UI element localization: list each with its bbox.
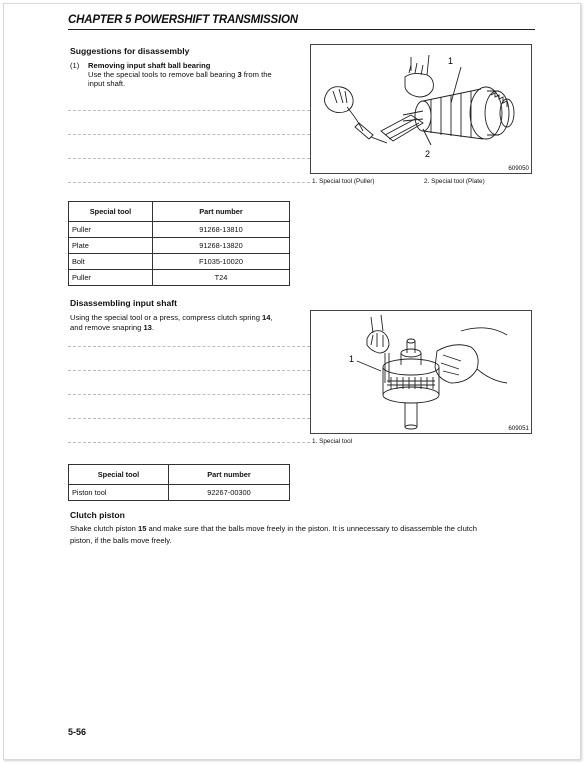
tool-name: Puller xyxy=(69,270,153,286)
tool-name: Puller xyxy=(69,222,153,238)
section-heading-suggestions: Suggestions for disassembly xyxy=(70,46,190,56)
ruled-line xyxy=(68,346,310,347)
tool-name: Bolt xyxy=(69,254,153,270)
section3-text-line-2: piston, if the balls move freely. xyxy=(70,536,172,545)
column-header-part-number: Part number xyxy=(153,202,290,222)
part-number: 91268-13810 xyxy=(153,222,290,238)
special-tool-table-2 xyxy=(68,464,290,501)
step-number: (1) xyxy=(70,61,80,70)
part-number: 92267-00300 xyxy=(169,485,290,501)
tool-name: Piston tool xyxy=(69,485,169,501)
ruled-line xyxy=(68,394,310,395)
section-heading-disassembling: Disassembling input shaft xyxy=(70,298,177,308)
section2-text-line-2: and remove snapring 13. xyxy=(70,323,155,332)
part-number: 91268-13820 xyxy=(153,238,290,254)
table-row xyxy=(69,222,290,238)
section3-text-line-1: Shake clutch piston 15 and make sure that the balls move freely in the piston. It is unnecessary to disassemble the clutch xyxy=(70,524,477,533)
chapter-title: CHAPTER 5 POWERSHIFT TRANSMISSION xyxy=(68,14,298,26)
tool-name: Plate xyxy=(69,238,153,254)
table-header-row xyxy=(69,465,290,485)
figure-id: 609051 xyxy=(508,425,529,432)
ruled-line xyxy=(68,158,310,159)
step-title: Removing input shaft ball bearing xyxy=(88,61,211,70)
press-tool-illustration xyxy=(311,311,531,433)
callout-1: 1 xyxy=(349,354,355,364)
ruled-line xyxy=(68,134,310,135)
ruled-line xyxy=(68,442,310,443)
figure-caption-special-tool: 1. Special tool xyxy=(312,438,353,445)
ruled-line xyxy=(68,370,310,371)
callout-2: 2 xyxy=(425,149,431,159)
figure-id: 609050 xyxy=(508,165,529,172)
part-number: F1035-10020 xyxy=(153,254,290,270)
column-header-part-number: Part number xyxy=(169,465,290,485)
ruled-line xyxy=(68,110,310,111)
table-header-row xyxy=(69,202,290,222)
table-row xyxy=(69,254,290,270)
bearing-puller-illustration xyxy=(311,45,531,173)
table-row xyxy=(69,238,290,254)
table-row xyxy=(69,485,290,501)
figure-input-shaft xyxy=(310,310,532,434)
callout-1: 1 xyxy=(448,56,454,66)
figure-bearing-removal xyxy=(310,44,532,174)
step-text-line-1: Use the special tools to remove ball bearing 3 from the xyxy=(88,70,272,79)
figure-caption-puller: 1. Special tool (Puller) xyxy=(312,178,375,185)
special-tool-table-1 xyxy=(68,201,290,286)
column-header-special-tool: Special tool xyxy=(69,465,169,485)
table-row xyxy=(69,270,290,286)
column-header-special-tool: Special tool xyxy=(69,202,153,222)
page-number: 5-56 xyxy=(68,727,87,737)
figure-caption-plate: 2. Special tool (Plate) xyxy=(424,178,485,185)
step-text-line-2: input shaft. xyxy=(88,79,126,88)
title-rule xyxy=(68,29,535,30)
ruled-line xyxy=(68,418,310,419)
ruled-line xyxy=(68,182,310,183)
section-heading-clutch-piston: Clutch piston xyxy=(70,510,125,520)
section2-text-line-1: Using the special tool or a press, compress clutch spring 14, xyxy=(70,313,273,322)
part-number: T24 xyxy=(153,270,290,286)
